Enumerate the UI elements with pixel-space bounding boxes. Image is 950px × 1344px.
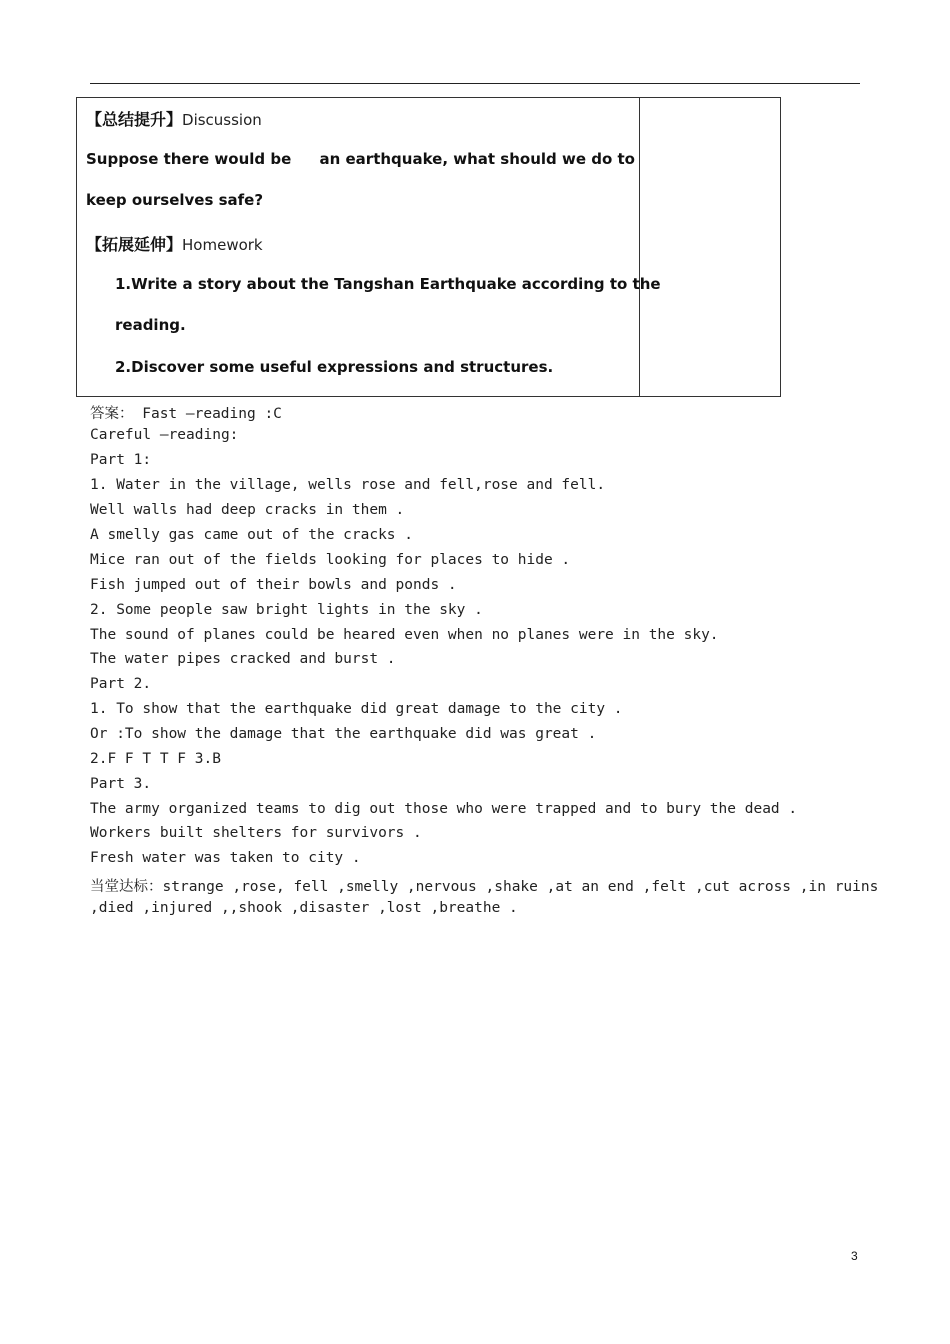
- answer-line: 1. To show that the earthquake did great damage to the city .: [90, 701, 623, 717]
- homework-heading: [86, 232, 263, 255]
- homework-heading-en: Homework: [182, 236, 263, 254]
- answer-line: Fresh water was taken to city .: [90, 850, 361, 866]
- header-rule: [90, 83, 860, 84]
- answer-line: Part 2.: [90, 676, 152, 692]
- page-number: 3: [851, 1249, 858, 1263]
- answer-line: Fish jumped out of their bowls and ponds .: [90, 577, 457, 593]
- answer-line: Part 3.: [90, 776, 152, 792]
- answer-line: Or :To show the damage that the earthquake did was great .: [90, 726, 597, 742]
- answer-line: 答案： Fast –reading :C: [90, 406, 282, 422]
- answer-line: ,died ,injured ,,shook ,disaster ,lost ,breathe .: [90, 900, 518, 916]
- answer-line: Workers built shelters for survivors .: [90, 825, 422, 841]
- discussion-question-part2: an earthquake, what should we do to: [319, 150, 635, 168]
- discussion-question-line1: [86, 150, 635, 168]
- homework-heading-cn: 【拓展延伸】: [86, 235, 183, 254]
- answer-line: Mice ran out of the fields looking for places to hide .: [90, 552, 571, 568]
- discussion-heading: [86, 107, 262, 130]
- discussion-question-part1: Suppose there would be: [86, 150, 292, 168]
- answer-line: The army organized teams to dig out those who were trapped and to bury the dead .: [90, 801, 798, 817]
- answer-line: Part 1:: [90, 452, 152, 468]
- answer-line: Well walls had deep cracks in them .: [90, 502, 405, 518]
- answer-line: The sound of planes could be heared even when no planes were in the sky.: [90, 627, 719, 643]
- discussion-heading-en: Discussion: [182, 111, 262, 129]
- answer-line: A smelly gas came out of the cracks .: [90, 527, 414, 543]
- answer-line: Careful –reading:: [90, 427, 239, 443]
- answer-line: The water pipes cracked and burst .: [90, 651, 396, 667]
- homework-item-1-line2: reading.: [115, 316, 186, 334]
- homework-item-2: 2.Discover some useful expressions and structures.: [115, 358, 554, 376]
- answer-line: 2.F F T T F 3.B: [90, 751, 221, 767]
- answer-line: 当堂达标：strange ,rose, fell ,smelly ,nervous ,shake ,at an end ,felt ,cut across ,in ruins: [90, 879, 879, 895]
- discussion-heading-cn: 【总结提升】: [86, 110, 183, 129]
- homework-item-1-line1: 1.Write a story about the Tangshan Earthquake according to the: [115, 275, 661, 293]
- lesson-table-side-cell: [639, 97, 781, 397]
- answer-line: 1. Water in the village, wells rose and fell,rose and fell.: [90, 477, 606, 493]
- answer-line: 2. Some people saw bright lights in the sky .: [90, 602, 483, 618]
- discussion-question-line2: keep ourselves safe?: [86, 191, 264, 209]
